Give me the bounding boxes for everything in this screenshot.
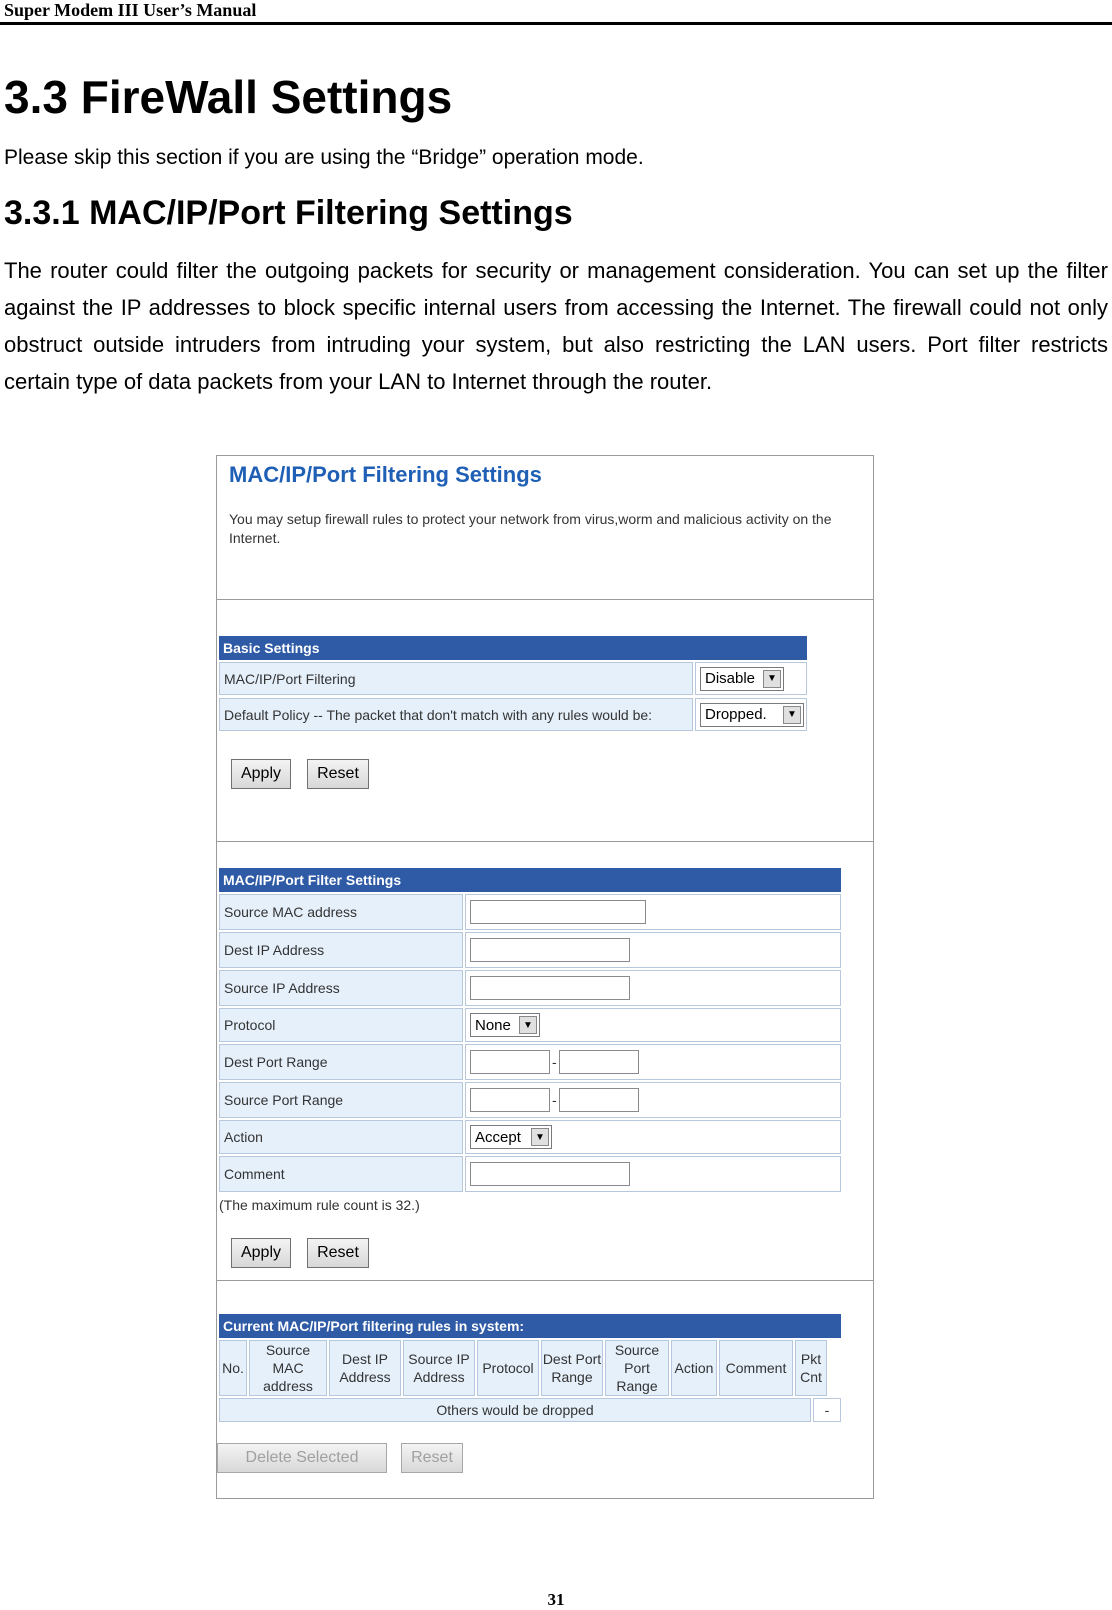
filtering-select[interactable]: [700, 667, 784, 691]
source-mac-label: Source MAC address: [219, 894, 463, 930]
source-mac-input[interactable]: [470, 900, 646, 924]
source-port-end-input[interactable]: [559, 1088, 639, 1112]
filtering-label: MAC/IP/Port Filtering: [219, 662, 693, 695]
intro-text: Please skip this section if you are using the “Bridge” operation mode.: [4, 146, 644, 169]
rules-column-header: Source Port Range: [605, 1340, 669, 1396]
source-port-cell: [465, 1082, 841, 1118]
source-ip-input[interactable]: [470, 976, 630, 1000]
filtering-value: Disable: [705, 670, 756, 687]
page-number: 31: [547, 1590, 565, 1609]
dest-port-label: Dest Port Range: [219, 1044, 463, 1080]
figure-description: You may setup firewall rules to protect your network from virus,worm and malicious activity on the Internet.: [229, 511, 832, 546]
rules-column-header: Dest Port Range: [541, 1340, 603, 1396]
body-paragraph: The router could filter the outgoing packets for security or management consideration. You can set up the filter against the IP addresses to block specific internal users from accessing the Internet. The firewall could not only obstruct outside intruders from intruding your system, but also restricting the LAN users. Port filter restricts certain type of data packets from your LAN to Internet through the router.: [4, 258, 1108, 394]
section-heading: 3.3 FireWall Settings: [4, 71, 453, 123]
source-port-label: Source Port Range: [219, 1082, 463, 1118]
dest-ip-label: Dest IP Address: [219, 932, 463, 968]
comment-label: Comment: [219, 1156, 463, 1192]
policy-label: Default Policy -- The packet that don't match with any rules would be:: [219, 698, 693, 731]
rules-column-header: Action: [671, 1340, 717, 1396]
screenshot-figure: [216, 455, 874, 1499]
rules-column-header: No.: [219, 1340, 247, 1396]
basic-apply-button[interactable]: Apply: [231, 759, 291, 789]
filter-apply-button[interactable]: Apply: [231, 1238, 291, 1268]
dest-ip-input[interactable]: [470, 938, 630, 962]
filter-reset-button[interactable]: Reset: [307, 1238, 369, 1268]
figure-title: MAC/IP/Port Filtering Settings: [229, 462, 542, 487]
filtering-cell: [695, 662, 807, 695]
rules-column-header: Protocol: [477, 1340, 539, 1396]
rules-column-header: Comment: [719, 1340, 793, 1396]
dest-port-end-input[interactable]: [559, 1050, 639, 1074]
figure-title-section: [217, 456, 873, 600]
current-rules-header: Current MAC/IP/Port filtering rules in system:: [219, 1314, 841, 1338]
dropdown-arrow-icon: ▼: [763, 670, 781, 688]
comment-input[interactable]: [470, 1162, 630, 1186]
basic-settings-section: [217, 600, 873, 842]
source-mac-cell: [465, 894, 841, 930]
max-rule-note: (The maximum rule count is 32.): [219, 1197, 420, 1213]
others-dropped-cell: Others would be dropped: [219, 1398, 811, 1422]
rules-reset-button[interactable]: Reset: [401, 1443, 463, 1473]
range-dash: -: [552, 1092, 557, 1108]
rules-column-header: Source MAC address: [249, 1340, 327, 1396]
manual-title: Super Modem III User’s Manual: [4, 0, 257, 20]
basic-reset-button[interactable]: Reset: [307, 759, 369, 789]
rules-column-header: Dest IP Address: [329, 1340, 401, 1396]
policy-cell: [695, 698, 807, 731]
basic-settings-header: Basic Settings: [219, 636, 807, 660]
dropdown-arrow-icon: ▼: [531, 1128, 549, 1146]
source-ip-label: Source IP Address: [219, 970, 463, 1006]
policy-value: Dropped.: [705, 706, 767, 723]
protocol-value: None: [475, 1016, 511, 1034]
action-select[interactable]: [470, 1125, 552, 1149]
action-label: Action: [219, 1120, 463, 1154]
others-pkt-cnt: -: [813, 1398, 841, 1422]
protocol-label: Protocol: [219, 1008, 463, 1042]
protocol-cell: [465, 1008, 841, 1042]
source-port-start-input[interactable]: [470, 1088, 550, 1112]
dropdown-arrow-icon: ▼: [519, 1016, 537, 1034]
filter-settings-header: MAC/IP/Port Filter Settings: [219, 868, 841, 892]
action-cell: [465, 1120, 841, 1154]
current-rules-section: [217, 1281, 873, 1497]
dest-ip-cell: [465, 932, 841, 968]
action-value: Accept: [475, 1128, 521, 1146]
delete-selected-button[interactable]: Delete Selected: [217, 1443, 387, 1473]
dest-port-start-input[interactable]: [470, 1050, 550, 1074]
dest-port-cell: [465, 1044, 841, 1080]
range-dash: -: [552, 1054, 557, 1070]
protocol-select[interactable]: [470, 1013, 540, 1037]
filter-settings-section: [217, 842, 873, 1281]
subsection-heading: 3.3.1 MAC/IP/Port Filtering Settings: [4, 194, 573, 232]
policy-select[interactable]: [700, 703, 804, 727]
rules-column-header: Source IP Address: [403, 1340, 475, 1396]
dropdown-arrow-icon: ▼: [783, 706, 801, 724]
source-ip-cell: [465, 970, 841, 1006]
comment-cell: [465, 1156, 841, 1192]
rules-column-header: Pkt Cnt: [795, 1340, 827, 1396]
page-header: [0, 0, 1112, 25]
